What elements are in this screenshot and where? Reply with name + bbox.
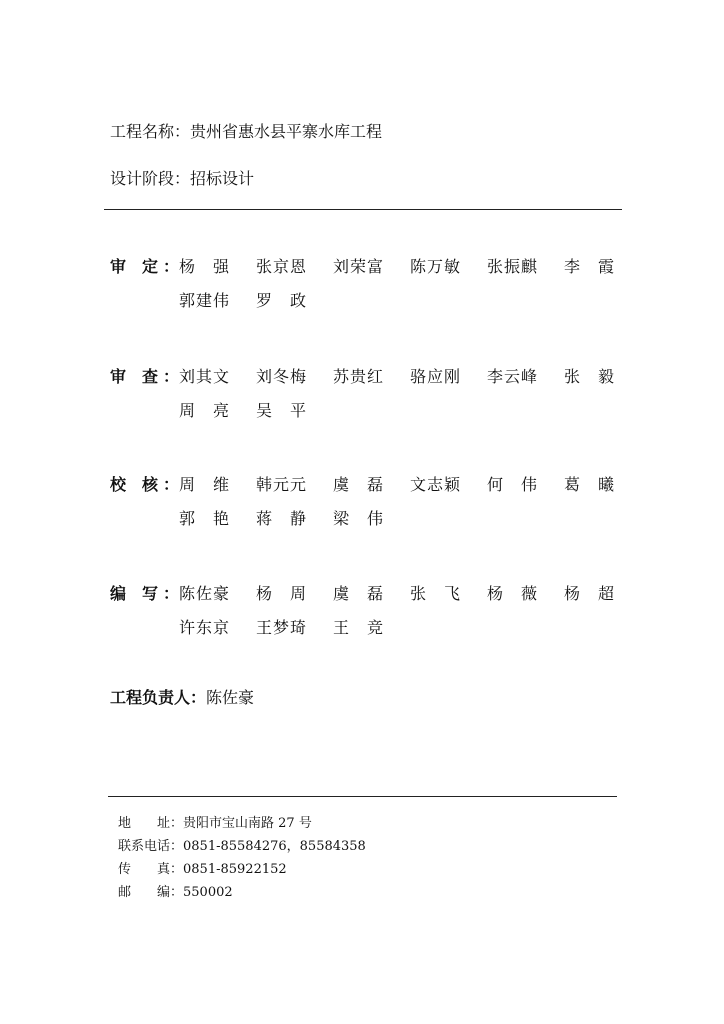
person-name: 周 维 [179, 475, 231, 494]
project-lead-label: 工程负责人： [110, 688, 207, 707]
role-colon: ： [163, 257, 180, 276]
person-name: 杨 超 [564, 584, 616, 603]
role-colon: ： [163, 475, 180, 494]
postcode-value: 550002 [183, 885, 233, 900]
person-name: 刘其文 [179, 367, 231, 386]
person-name: 骆应刚 [410, 367, 462, 386]
person-name: 虞 磊 [333, 584, 385, 603]
design-stage-label: 设计阶段： [110, 169, 191, 188]
role-colon: ： [163, 584, 180, 603]
role-label: 编 写 [110, 584, 159, 603]
person-name: 陈万敏 [410, 257, 462, 276]
person-name: 杨 强 [179, 257, 231, 276]
person-name: 蒋 静 [256, 509, 308, 528]
person-name: 文志颖 [410, 475, 462, 494]
role-label: 审 定 [110, 257, 159, 276]
person-name: 周 亮 [179, 401, 231, 420]
project-lead-line [110, 688, 254, 708]
role-colon: ： [163, 367, 180, 386]
fax-line [118, 862, 287, 878]
person-name: 张 飞 [410, 584, 462, 603]
role-label: 审 查 [110, 367, 159, 386]
person-name: 郭建伟 [179, 291, 231, 310]
phone-line [118, 839, 366, 855]
address-line [118, 816, 312, 832]
person-name: 刘荣富 [333, 257, 385, 276]
design-stage-line [110, 169, 254, 189]
person-name: 郭 艳 [179, 509, 231, 528]
address-value: 贵阳市宝山南路 27 号 [183, 816, 312, 831]
person-name: 苏贵红 [333, 367, 385, 386]
person-name: 杨 薇 [487, 584, 539, 603]
phone-label: 联系电话： [118, 839, 184, 854]
person-name: 葛 曦 [564, 475, 616, 494]
postcode-line [118, 885, 233, 901]
address-label: 地 址： [118, 816, 184, 831]
person-name: 张京恩 [256, 257, 308, 276]
person-name: 许东京 [179, 618, 231, 637]
project-lead-value: 陈佐豪 [206, 688, 255, 707]
fax-label: 传 真： [118, 862, 184, 877]
person-name: 吴 平 [256, 401, 308, 420]
person-name: 李 霞 [564, 257, 616, 276]
person-name: 张 毅 [564, 367, 616, 386]
fax-value: 0851-85922152 [183, 862, 287, 877]
person-name: 李云峰 [487, 367, 539, 386]
bottom-divider [108, 796, 617, 797]
person-name: 王 竞 [333, 618, 385, 637]
phone-value: 0851-85584276，85584358 [183, 839, 366, 854]
person-name: 杨 周 [256, 584, 308, 603]
person-name: 陈佐豪 [179, 584, 231, 603]
project-name-line [110, 122, 382, 142]
top-divider [104, 209, 622, 210]
project-name-label: 工程名称： [110, 122, 191, 141]
person-name: 何 伟 [487, 475, 539, 494]
person-name: 梁 伟 [333, 509, 385, 528]
person-name: 刘冬梅 [256, 367, 308, 386]
role-label: 校 核 [110, 475, 159, 494]
postcode-label: 邮 编： [118, 885, 184, 900]
person-name: 王梦琦 [256, 618, 308, 637]
person-name: 罗 政 [256, 291, 308, 310]
design-stage-value: 招标设计 [190, 169, 255, 188]
person-name: 虞 磊 [333, 475, 385, 494]
person-name: 张振麒 [487, 257, 539, 276]
project-name-value: 贵州省惠水县平寨水库工程 [190, 122, 383, 141]
person-name: 韩元元 [256, 475, 308, 494]
